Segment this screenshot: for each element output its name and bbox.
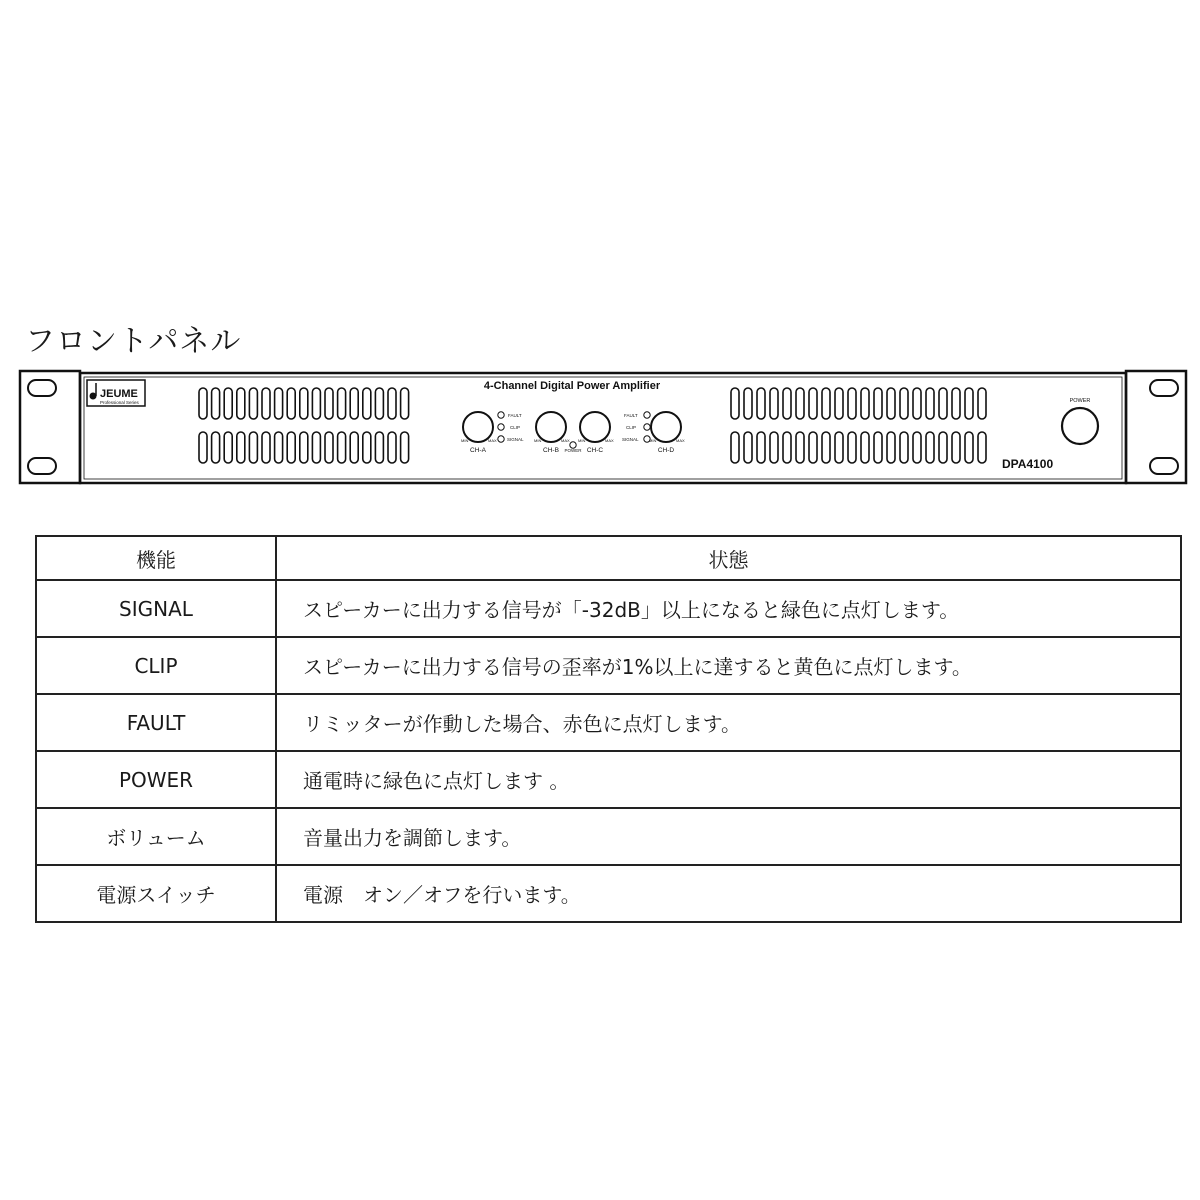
vent-slot: [757, 388, 765, 419]
vent-slot: [757, 432, 765, 463]
vent-slot: [770, 432, 778, 463]
vent-slot: [939, 432, 947, 463]
brand-logo-subtext: Professional Series: [100, 400, 139, 405]
state-cell: 通電時に緑色に点灯します 。: [276, 751, 1181, 808]
vent-slot: [731, 432, 739, 463]
vent-slot: [848, 388, 856, 419]
volume-knob-ch-d[interactable]: [649, 412, 685, 454]
vent-slot: [835, 432, 843, 463]
vent-slot: [199, 432, 207, 463]
vent-slot: [796, 388, 804, 419]
vent-slot: [861, 432, 869, 463]
knob-max-label: MAX: [488, 438, 497, 443]
vent-slot: [375, 388, 383, 419]
vent-slot: [338, 388, 346, 419]
power-switch[interactable]: [1062, 398, 1098, 444]
volume-knob-ch-a[interactable]: [461, 412, 497, 454]
channel-label-b: CH-B: [543, 447, 559, 454]
vent-slot: [887, 432, 895, 463]
vent-slot: [350, 432, 358, 463]
vent-slot: [363, 432, 371, 463]
vent-slot: [822, 432, 830, 463]
led-label-signal: SIGNAL: [622, 437, 639, 442]
knob-min-label: MIN: [649, 438, 657, 443]
vent-slot: [249, 388, 257, 419]
vent-slot: [388, 432, 396, 463]
vent-slot: [300, 388, 308, 419]
table-row: [36, 580, 1181, 637]
function-cell: ボリューム: [36, 808, 276, 865]
vent-slot: [952, 388, 960, 419]
state-cell: スピーカーに出力する信号が「-32dB」以上になると緑色に点灯します。: [276, 580, 1181, 637]
vent-slot: [874, 432, 882, 463]
vent-slot: [363, 388, 371, 419]
panel-title: 4-Channel Digital Power Amplifier: [483, 380, 661, 392]
led-label-fault: FAULT: [624, 413, 638, 418]
vent-slot: [939, 388, 947, 419]
vent-slot: [874, 388, 882, 419]
vent-slot: [275, 388, 283, 419]
vent-slot: [783, 388, 791, 419]
vent-slot: [237, 432, 245, 463]
function-table: [35, 535, 1182, 923]
vent-slot: [952, 432, 960, 463]
state-cell: リミッターが作動した場合、赤色に点灯します。: [276, 694, 1181, 751]
vent-slot: [199, 388, 207, 419]
channel-label-d: CH-D: [657, 447, 675, 454]
model-label: DPA4100: [1002, 457, 1054, 471]
vent-slot: [822, 388, 830, 419]
vent-slot: [731, 388, 739, 419]
vent-slot: [796, 432, 804, 463]
vent-slot: [350, 388, 358, 419]
vent-slot: [926, 388, 934, 419]
vent-slot: [388, 388, 396, 419]
vent-slot: [300, 432, 308, 463]
table-row: [36, 751, 1181, 808]
vent-slot: [262, 388, 270, 419]
vent-slot: [809, 432, 817, 463]
volume-knob-ch-c[interactable]: [578, 412, 614, 454]
header-function: 機能: [36, 536, 276, 580]
brand-logo: [87, 380, 145, 406]
rack-hole: [28, 458, 56, 474]
vent-slot: [325, 388, 333, 419]
vent-slot: [900, 432, 908, 463]
vent-slot: [338, 432, 346, 463]
knob-min-label: MIN: [578, 438, 586, 443]
vent-slot: [887, 388, 895, 419]
vent-slot: [913, 432, 921, 463]
vent-slot: [312, 388, 320, 419]
function-cell: POWER: [36, 751, 276, 808]
vent-slot: [783, 432, 791, 463]
led-label-clip: CLIP: [626, 425, 637, 430]
amplifier-front-panel: [0, 360, 1200, 490]
vent-slot: [965, 388, 973, 419]
vent-slot: [900, 388, 908, 419]
power-switch-label: POWER: [1069, 398, 1091, 404]
table-row: [36, 808, 1181, 865]
section-heading: フロントパネル: [25, 324, 242, 359]
vent-slot: [913, 388, 921, 419]
vent-slot: [861, 388, 869, 419]
vent-slot: [237, 388, 245, 419]
vent-slot: [275, 432, 283, 463]
vent-slot: [965, 432, 973, 463]
vent-slot: [262, 432, 270, 463]
vent-slot: [770, 388, 778, 419]
vent-slot: [249, 432, 257, 463]
header-state: 状態: [276, 536, 1181, 580]
function-cell: SIGNAL: [36, 580, 276, 637]
vent-slot: [978, 388, 986, 419]
rack-hole: [28, 380, 56, 396]
table-row: [36, 694, 1181, 751]
vent-slot: [809, 388, 817, 419]
brand-logo-text: JEUME: [100, 388, 138, 400]
function-cell: 電源スイッチ: [36, 865, 276, 922]
vent-slot: [312, 432, 320, 463]
rack-hole: [1150, 380, 1178, 396]
vent-slot: [744, 432, 752, 463]
vent-slot: [224, 432, 232, 463]
knob-min-label: MIN: [534, 438, 542, 443]
vent-slot: [848, 432, 856, 463]
knob-max-label: MAX: [561, 438, 570, 443]
state-cell: 電源 オン／オフを行います。: [276, 865, 1181, 922]
knob-min-label: MIN: [461, 438, 469, 443]
indicator-group-cd: [622, 412, 650, 442]
vent-slot: [287, 432, 295, 463]
power-led: [564, 442, 582, 453]
state-cell: 音量出力を調節します。: [276, 808, 1181, 865]
rack-hole: [1150, 458, 1178, 474]
vent-slot: [744, 388, 752, 419]
vent-slot: [224, 388, 232, 419]
knob-max-label: MAX: [605, 438, 614, 443]
vent-slot: [978, 432, 986, 463]
vent-slot: [212, 432, 220, 463]
state-cell: スピーカーに出力する信号の歪率が1%以上に達すると黄色に点灯します。: [276, 637, 1181, 694]
vent-slot: [835, 388, 843, 419]
power-led-label: POWER: [564, 448, 582, 453]
vent-slot: [401, 388, 409, 419]
table-row: [36, 865, 1181, 922]
channel-label-c: CH-C: [586, 447, 604, 454]
function-cell: CLIP: [36, 637, 276, 694]
led-label-signal: SIGNAL: [507, 437, 524, 442]
table-row: [36, 637, 1181, 694]
indicator-group-ab: [498, 412, 524, 442]
vent-slot: [926, 432, 934, 463]
vent-slot: [325, 432, 333, 463]
vent-slot: [401, 432, 409, 463]
vent-slot: [212, 388, 220, 419]
led-label-clip: CLIP: [510, 425, 521, 430]
channel-label-a: CH-A: [470, 447, 486, 454]
function-cell: FAULT: [36, 694, 276, 751]
vent-slot: [375, 432, 383, 463]
led-label-fault: FAULT: [508, 413, 522, 418]
knob-max-label: MAX: [676, 438, 685, 443]
table-header-row: [36, 536, 1181, 580]
vent-slot: [287, 388, 295, 419]
